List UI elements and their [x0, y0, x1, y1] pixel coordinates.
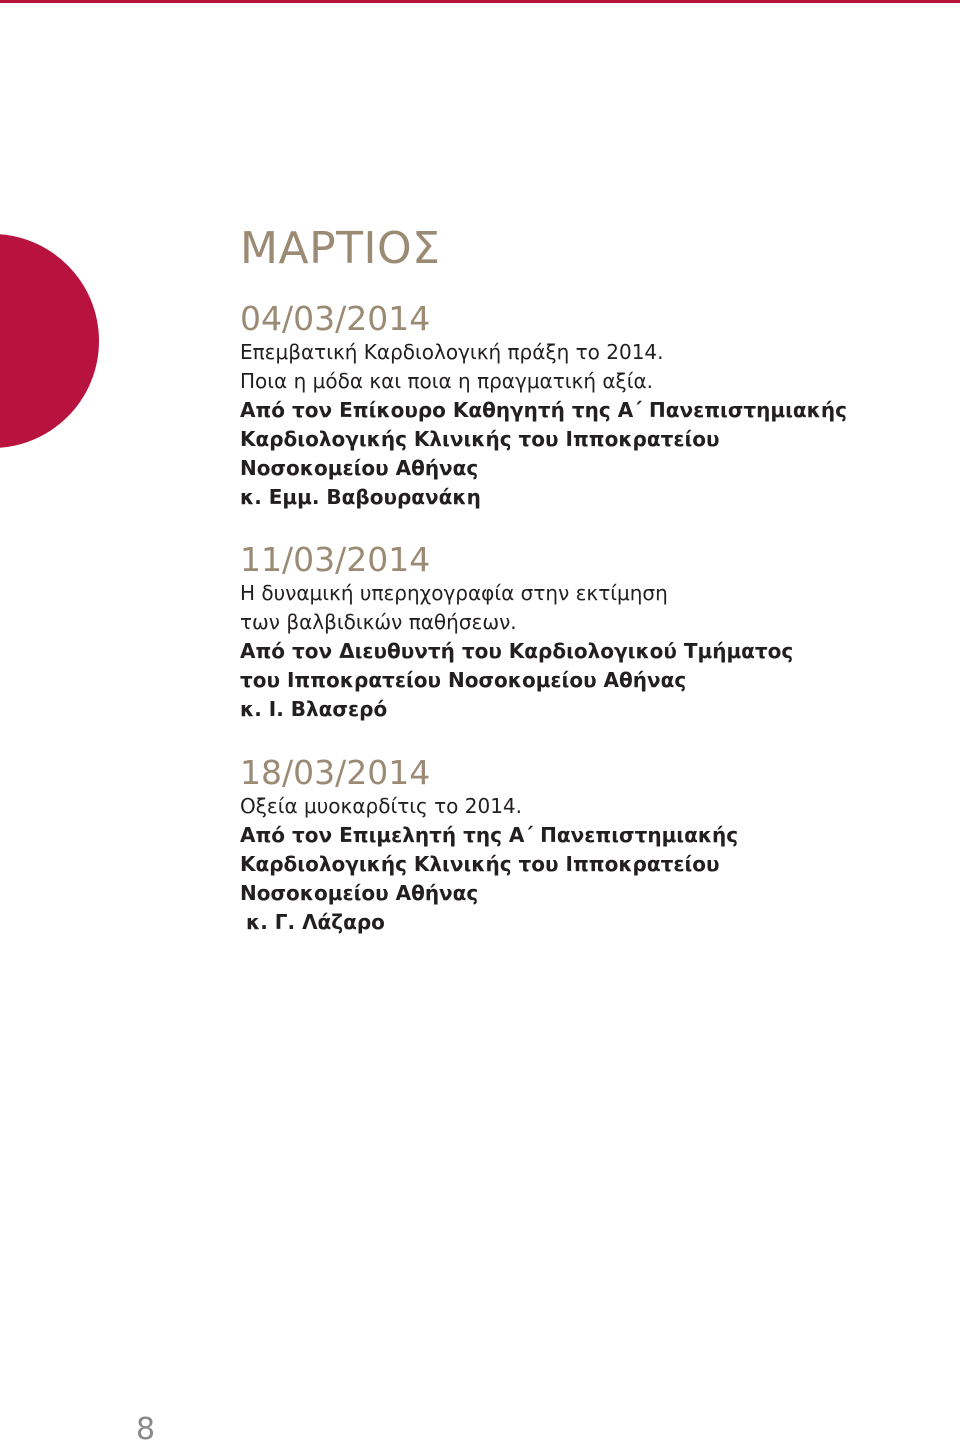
- event-speaker: κ. Εμμ. Βαβουρανάκη: [240, 485, 481, 509]
- event-speaker: κ. Γ. Λάζαρο: [246, 910, 385, 934]
- page-number: 8: [136, 1412, 156, 1447]
- event-entry: [240, 754, 738, 937]
- event-topic-line: Η δυναμική υπερηχογραφία στην εκτίμηση: [240, 581, 668, 605]
- event-date: 18/03/2014: [240, 753, 431, 792]
- event-presenter-line: Από τον Επιμελητή της Α΄ Πανεπιστημιακής: [240, 823, 739, 847]
- event-topic-line: των βαλβιδικών παθήσεων.: [240, 610, 517, 634]
- event-presenter-line: Νοσοκομείου Αθήνας: [240, 456, 479, 480]
- event-entry: [240, 300, 847, 512]
- month-title: ΜΑΡΤΙΟΣ: [240, 223, 441, 274]
- event-date: 11/03/2014: [240, 540, 431, 579]
- event-topic-line: Ποια η μόδα και ποια η πραγματική αξία.: [240, 369, 654, 393]
- decorative-red-circle: [0, 234, 99, 448]
- event-date: 04/03/2014: [240, 299, 431, 338]
- event-topic-line: Οξεία μυοκαρδίτις το 2014.: [240, 794, 523, 818]
- event-speaker: κ. Ι. Βλασερό: [240, 697, 388, 721]
- event-presenter-line: Από τον Διευθυντή του Καρδιολογικού Τμήματος: [240, 639, 794, 663]
- event-presenter-line: Από τον Επίκουρο Καθηγητή της Α΄ Πανεπιστημιακής: [240, 398, 847, 422]
- event-presenter-line: Καρδιολογικής Κλινικής του Ιπποκρατείου: [240, 852, 720, 876]
- event-topic-line: Επεμβατική Καρδιολογική πράξη το 2014.: [240, 340, 664, 364]
- event-presenter-line: Καρδιολογικής Κλινικής του Ιπποκρατείου: [240, 427, 720, 451]
- top-rule: [0, 0, 960, 3]
- event-entry: [240, 541, 793, 724]
- event-presenter-line: Νοσοκομείου Αθήνας: [240, 881, 479, 905]
- event-presenter-line: του Ιπποκρατείου Νοσοκομείου Αθήνας: [240, 668, 687, 692]
